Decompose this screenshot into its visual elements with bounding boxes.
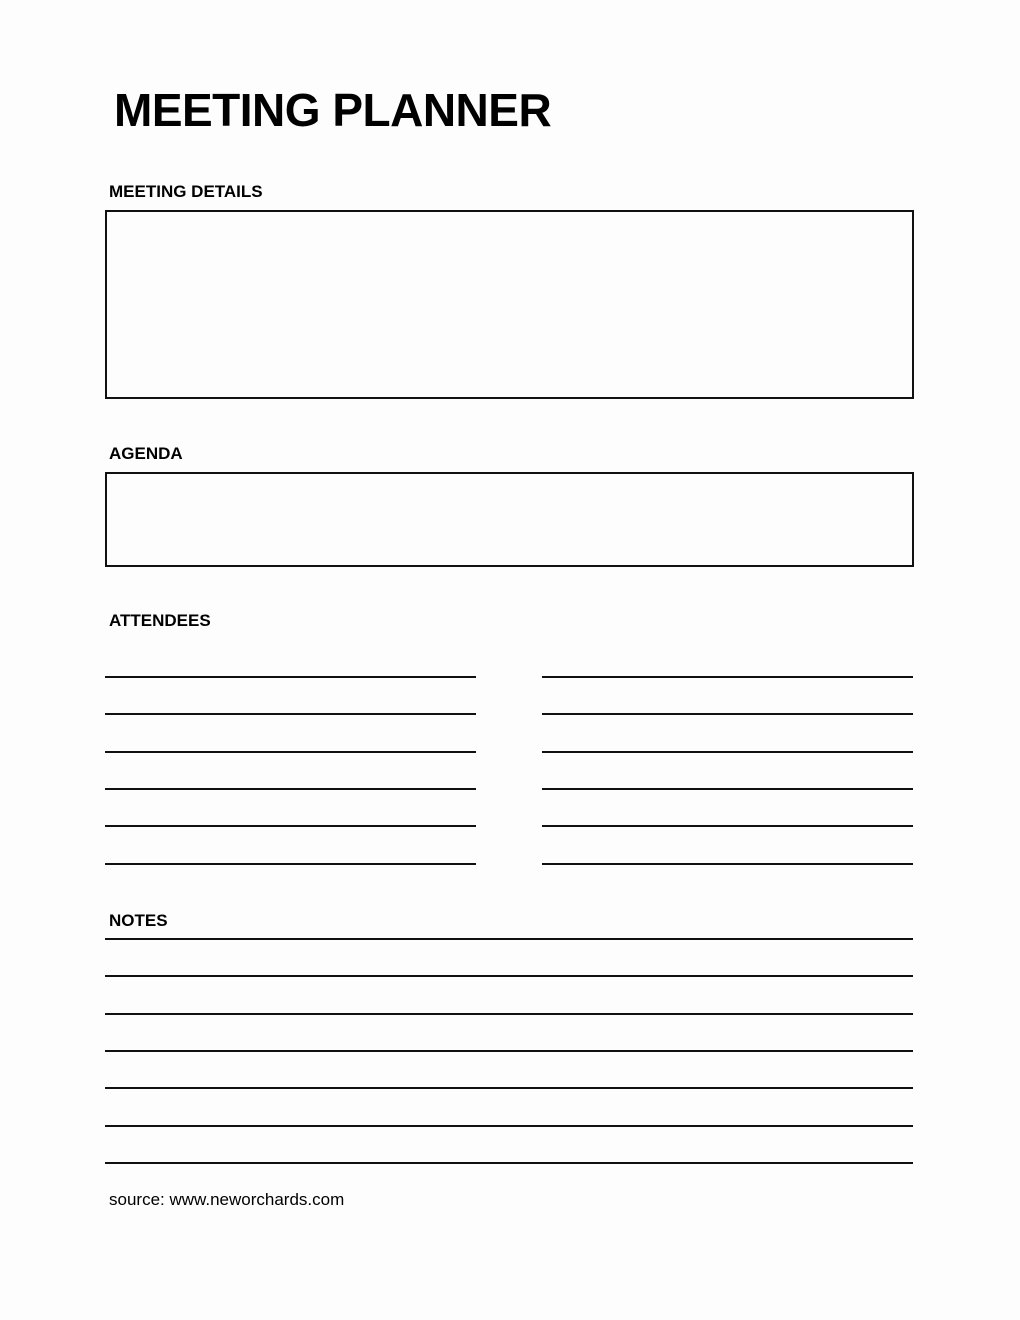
meeting-details-label: MEETING DETAILS bbox=[109, 182, 263, 201]
attendee-line-left[interactable] bbox=[105, 788, 476, 790]
attendee-line-right[interactable] bbox=[542, 788, 913, 790]
notes-line[interactable] bbox=[105, 1125, 913, 1127]
attendee-line-right[interactable] bbox=[542, 751, 913, 753]
notes-line[interactable] bbox=[105, 975, 913, 977]
notes-line[interactable] bbox=[105, 938, 913, 940]
attendee-line-left[interactable] bbox=[105, 863, 476, 865]
notes-line[interactable] bbox=[105, 1013, 913, 1015]
attendee-line-left[interactable] bbox=[105, 713, 476, 715]
attendee-line-right[interactable] bbox=[542, 713, 913, 715]
notes-line[interactable] bbox=[105, 1087, 913, 1089]
agenda-label: AGENDA bbox=[109, 444, 183, 463]
agenda-box[interactable] bbox=[105, 472, 914, 567]
attendee-line-right[interactable] bbox=[542, 863, 913, 865]
notes-line[interactable] bbox=[105, 1050, 913, 1052]
meeting-details-box[interactable] bbox=[105, 210, 914, 399]
attendee-line-right[interactable] bbox=[542, 676, 913, 678]
attendee-line-left[interactable] bbox=[105, 751, 476, 753]
attendees-label: ATTENDEES bbox=[109, 611, 211, 630]
attendee-line-left[interactable] bbox=[105, 676, 476, 678]
attendee-line-right[interactable] bbox=[542, 825, 913, 827]
attendee-line-left[interactable] bbox=[105, 825, 476, 827]
notes-line[interactable] bbox=[105, 1162, 913, 1164]
notes-label: NOTES bbox=[109, 911, 168, 930]
page-title: MEETING PLANNER bbox=[114, 84, 552, 136]
source-credit: source: www.neworchards.com bbox=[109, 1190, 345, 1209]
